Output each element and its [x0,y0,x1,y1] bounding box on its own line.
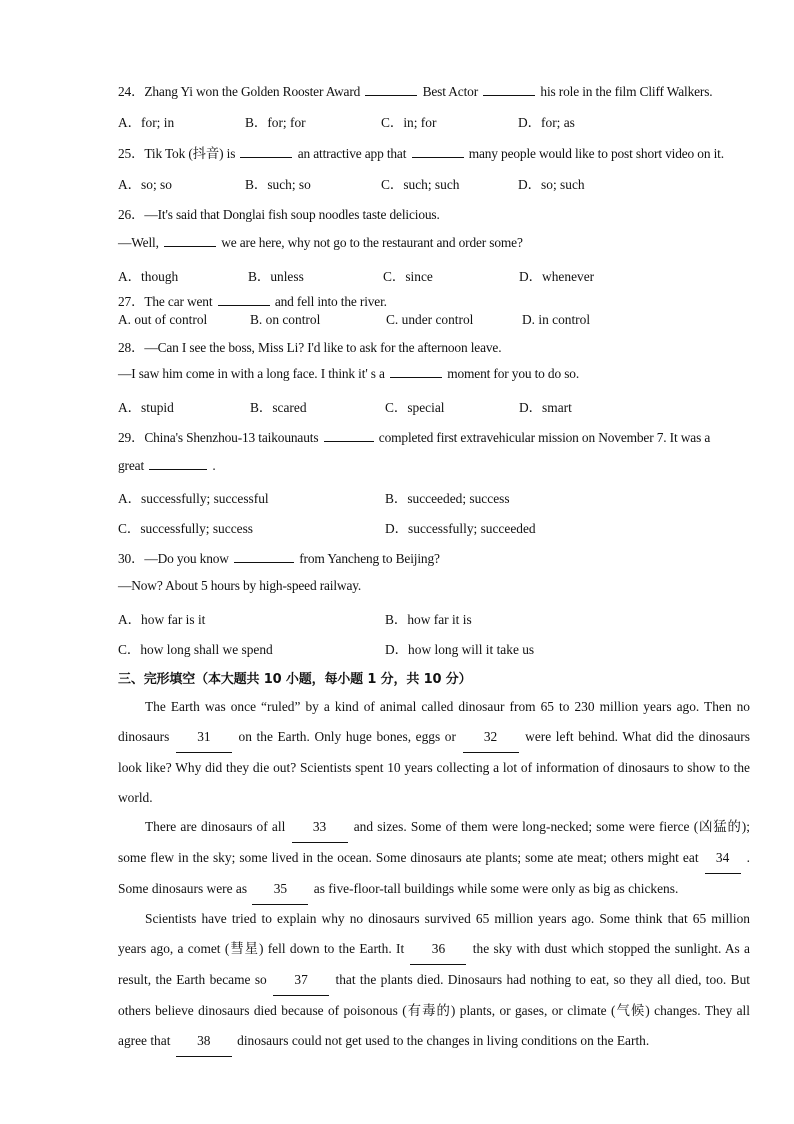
q25-stem-part1: 25．Tik Tok (抖音) is [118,146,236,161]
q28-option-a: A．stupid [118,400,174,415]
q24-option-d: D．for; as [518,115,575,130]
q24-option-c: C．in; for [381,115,437,130]
q27-option-d: D. in control [522,312,591,327]
q25-stem-part3: many people would like to post short video on it. [468,146,724,161]
q25-option-d: D．so; such [518,177,585,192]
para1-text-2: on the Earth. Only huge bones, eggs or [238,729,456,744]
q25-stem-part2: an attractive app that [297,146,407,161]
q27-option-c: C. under control [386,312,474,327]
blank-33: 33 [292,812,348,843]
q24-option-a: A．for; in [118,115,175,130]
q24-blank-2 [483,84,535,96]
para2-text-3: . Some dinosaurs were as [118,850,750,896]
blank-37: 37 [273,965,329,996]
q30-option-a: A．how far is it [118,612,206,627]
q28-stem-part2: moment for you to do so. [447,366,580,381]
para1-text-1: The Earth was once “ruled” by a kind of animal called dinosaur from 65 to 230 million years ago. Then no dinosaurs [118,699,750,744]
q26-stem-part1: —Well, [118,235,159,250]
question-28-line2 [118,366,579,382]
question-30-line1 [118,548,440,567]
q25-blank-1 [240,146,292,158]
q27-blank [218,294,270,306]
para3-text-2: the sky with dust which stopped the sunlight. As a result, the Earth became so [118,941,750,987]
q24-stem-part2: Best Actor [422,84,479,99]
question-26-line1: 26．—It's said that Donglai fish soup noodles taste delicious. [118,207,440,222]
q25-blank-2 [412,146,464,158]
para2-text-2: and sizes. Some of them were long-necked; some were fierce (凶猛的); some flew in the sky; some lived in the ocean. Some dinosaurs ate plants; some ate meat; others might eat [118,819,750,865]
q28-option-b: B．scared [250,400,307,415]
blank-32: 32 [463,722,519,753]
para1-text-3: were left behind. What did the dinosaurs look like? Why did they die out? Scientists spent 10 years collecting a lot of information of dinosaurs to show to the world. [118,729,750,805]
q30-option-d: D．how long will it take us [385,642,535,657]
q27-option-a: A. out of control [118,312,208,327]
passage-paragraph-2 [118,812,750,905]
q25-option-a: A．so; so [118,177,172,192]
q28-stem-part1: —I saw him come in with a long face. I think it' s a [118,366,385,381]
question-26-line2 [118,235,523,251]
q24-stem-part1: 24．Zhang Yi won the Golden Rooster Award [118,84,361,99]
q27-option-b: B. on control [250,312,321,327]
q26-option-d: D．whenever [519,269,595,284]
q24-stem-part3: his role in the film Cliff Walkers. [540,84,713,99]
q30-blank [234,551,294,563]
q30-option-c: C．how long shall we spend [118,642,273,657]
q27-stem-part2: and fell into the river. [274,294,387,309]
para3-text-1: Scientists have tried to explain why no dinosaurs survived 65 million years ago. Some think that 65 million years ago, a comet (彗星) fell down to the Earth. It [118,911,750,956]
q29-stem-part1: 29．China's Shenzhou-13 taikounauts [118,430,319,445]
q28-option-c: C．special [385,400,445,415]
para3-text-4: dinosaurs could not get used to the changes in living conditions on the Earth. [237,1033,650,1048]
q26-option-a: A．though [118,269,179,284]
blank-34: 34 [705,843,741,874]
blank-38: 38 [176,1026,232,1057]
q29-blank-2 [149,458,207,470]
q28-blank [390,366,442,378]
passage-paragraph-3 [118,904,750,1057]
q29-option-c: C．successfully; success [118,521,253,536]
passage-paragraph-1 [118,692,750,813]
section-3-heading: 三、完形填空（本大题共 10 小题，每小题 1 分，共 10 分） [118,672,472,687]
q30-stem-part2: from Yancheng to Beijing? [299,551,440,566]
q26-option-c: C．since [383,269,433,284]
q30-stem-part1: 30．—Do you know [118,551,229,566]
para3-text-3: that the plants died. Dinosaurs had nothing to eat, so they all died, too. But others believe dinosaurs died because of poisonous (有毒的) plants, or gases, or climate (气候) changes. They all agree that [118,972,750,1048]
q29-option-d: D．successfully; succeeded [385,521,536,536]
q25-option-c: C．such; such [381,177,460,192]
question-28-line1: 28．—Can I see the boss, Miss Li? I'd like to ask for the afternoon leave. [118,340,502,355]
q24-blank-1 [365,84,417,96]
blank-31: 31 [176,722,232,753]
question-25 [118,143,724,162]
q29-stem-part4: . [212,458,216,473]
blank-36: 36 [410,934,466,965]
q29-option-b: B．succeeded; success [385,491,510,506]
q29-stem-part3: great [118,458,145,473]
q25-option-b: B．such; so [245,177,311,192]
q26-option-b: B．unless [248,269,304,284]
q29-blank-1 [324,430,374,442]
q30-option-b: B．how far it is [385,612,472,627]
question-27 [118,291,387,310]
para2-text-1: There are dinosaurs of all [145,819,286,834]
q29-option-a: A．successfully; successful [118,491,269,506]
question-29-line2 [118,458,216,474]
q27-stem-part1: 27．The car went [118,294,213,309]
question-30-line2: —Now? About 5 hours by high-speed railway. [118,578,362,593]
q26-blank [164,235,216,247]
q24-option-b: B．for; for [245,115,306,130]
q28-option-d: D．smart [519,400,572,415]
q26-stem-part2: we are here, why not go to the restaurant and order some? [221,235,523,250]
blank-35: 35 [252,874,308,905]
para2-text-4: as five-floor-tall buildings while some were only as big as chickens. [313,881,679,896]
q29-stem-part2: completed first extravehicular mission on November 7. It was a [378,430,711,445]
question-29-line1 [118,427,710,446]
question-24 [118,81,713,100]
